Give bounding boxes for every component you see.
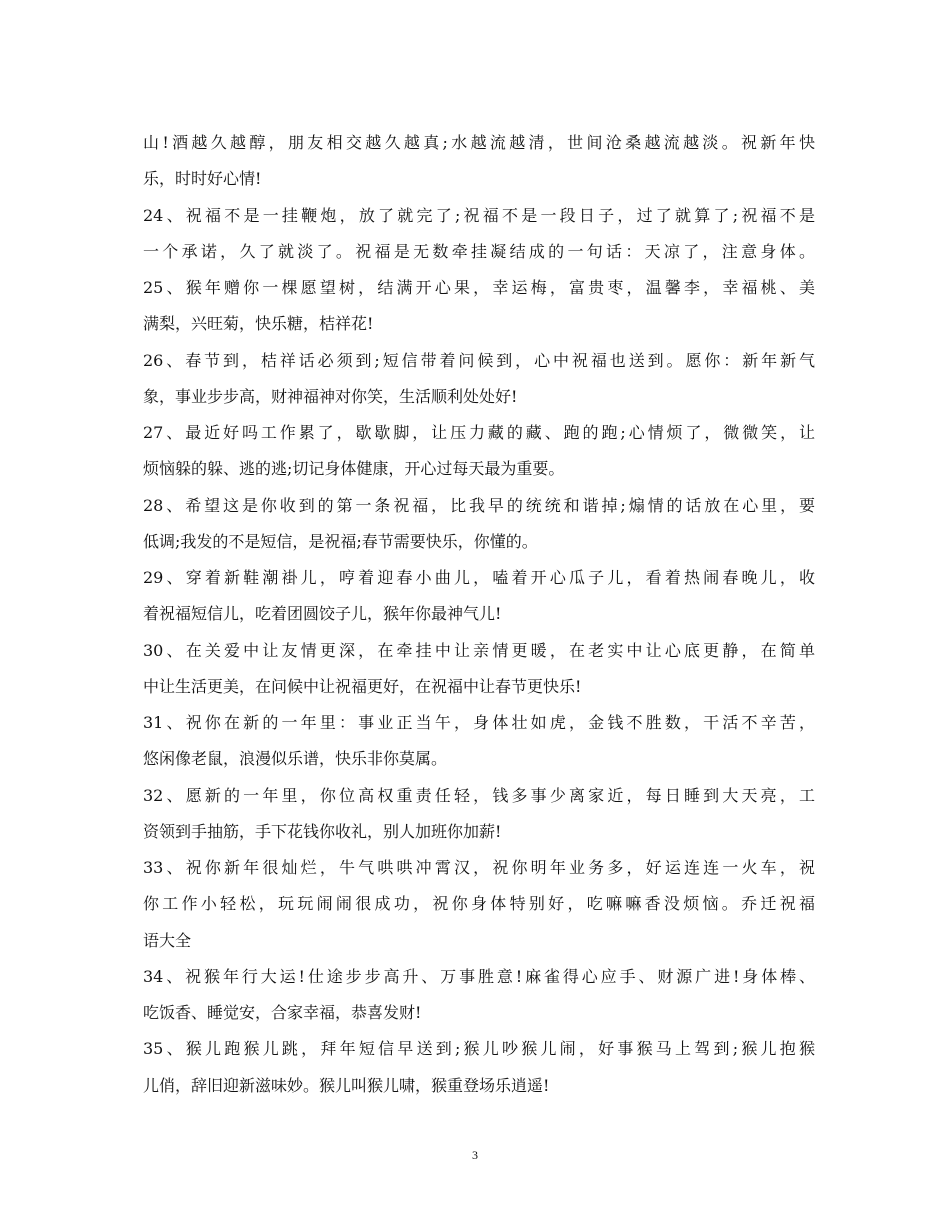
text-line: 着祝福短信儿，吃着团圆饺子儿，猴年你最神气儿! — [143, 604, 502, 624]
text-line: 儿俏，辞旧迎新滋味妙。猴儿叫猴儿啸，猴重登场乐逍遥! — [143, 1075, 550, 1095]
text-line: 31、祝你在新的一年里：事业正当午，身体壮如虎，金钱不胜数，干活不辛苦， — [143, 713, 815, 732]
text-line: 低调;我发的不是短信，是祝福;春节需要快乐，你懂的。 — [143, 531, 538, 551]
text-line: 烦恼躲的躲、逃的逃;切记身体健康，开心过每天最为重要。 — [143, 459, 565, 479]
page-number: 3 — [472, 1148, 478, 1162]
text-line: 26、春节到，桔祥话必须到;短信带着问候到，心中祝福也送到。愿你：新年新气 — [143, 350, 815, 370]
text-line: 35、猴儿跑猴儿跳，拜年短信早送到;猴儿吵猴儿闹，好事猴马上驾到;猴儿抱猴 — [143, 1039, 815, 1059]
text-line: 山!酒越久越醇，朋友相交越久越真;水越流越清，世间沧桑越流越淡。祝新年快 — [143, 133, 815, 152]
text-line: 吃饭香、睡觉安，合家幸福，恭喜发财! — [143, 1003, 422, 1022]
text-line: 中让生活更美，在问候中让祝福更好，在祝福中让春节更快乐! — [143, 676, 582, 696]
text-line: 24、祝福不是一挂鞭炮，放了就完了;祝福不是一段日子，过了就算了;祝福不是 — [143, 205, 815, 225]
text-line: 28、希望这是你收到的第一条祝福，比我早的统统和谐掉;煽情的话放在心里，要 — [143, 495, 815, 515]
text-line: 32、愿新的一年里，你位高权重责任轻，钱多事少离家近，每日睡到大天亮，工 — [143, 785, 815, 805]
text-line: 27、最近好吗工作累了，歇歇脚，让压力藏的藏、跑的跑;心情烦了，微微笑，让 — [143, 423, 815, 442]
text-line: 25、猴年赠你一棵愿望树，结满开心果，幸运梅，富贵枣，温馨李，幸福桃、美 — [143, 278, 815, 297]
text-line: 悠闲像老鼠，浪漫似乐谱，快乐非你莫属。 — [143, 749, 448, 769]
text-line: 资领到手抽筋，手下花钱你收礼，别人加班你加薪! — [143, 821, 502, 841]
text-line: 33、祝你新年很灿烂，牛气哄哄冲霄汉，祝你明年业务多，好运连连一火车，祝 — [143, 858, 815, 877]
document-body — [143, 125, 815, 1104]
text-line: 乐，时时好心情! — [143, 169, 262, 189]
text-line: 语大全 — [143, 930, 192, 950]
text-line: 一个承诺，久了就淡了。祝福是无数牵挂凝结成的一句话：天凉了，注意身体。 — [143, 241, 815, 261]
text-line: 你工作小轻松，玩玩闹闹很成功，祝你身体特别好，吃嘛嘛香没烦恼。乔迁祝福 — [143, 894, 815, 914]
text-line: 29、穿着新鞋潮褂儿，哼着迎春小曲儿，嗑着开心瓜子儿，看着热闹春晚儿，收 — [143, 568, 815, 587]
text-line: 象，事业步步高，财神福神对你笑，生活顺利处处好! — [143, 386, 518, 406]
text-line: 34、祝猴年行大运!仕途步步高升、万事胜意!麻雀得心应手、财源广进!身体棒、 — [143, 966, 815, 986]
text-line: 30、在关爱中让友情更深，在牵挂中让亲情更暖，在老实中让心底更静，在简单 — [143, 640, 815, 660]
text-line: 满梨，兴旺菊，快乐糖，桔祥花! — [143, 314, 374, 334]
